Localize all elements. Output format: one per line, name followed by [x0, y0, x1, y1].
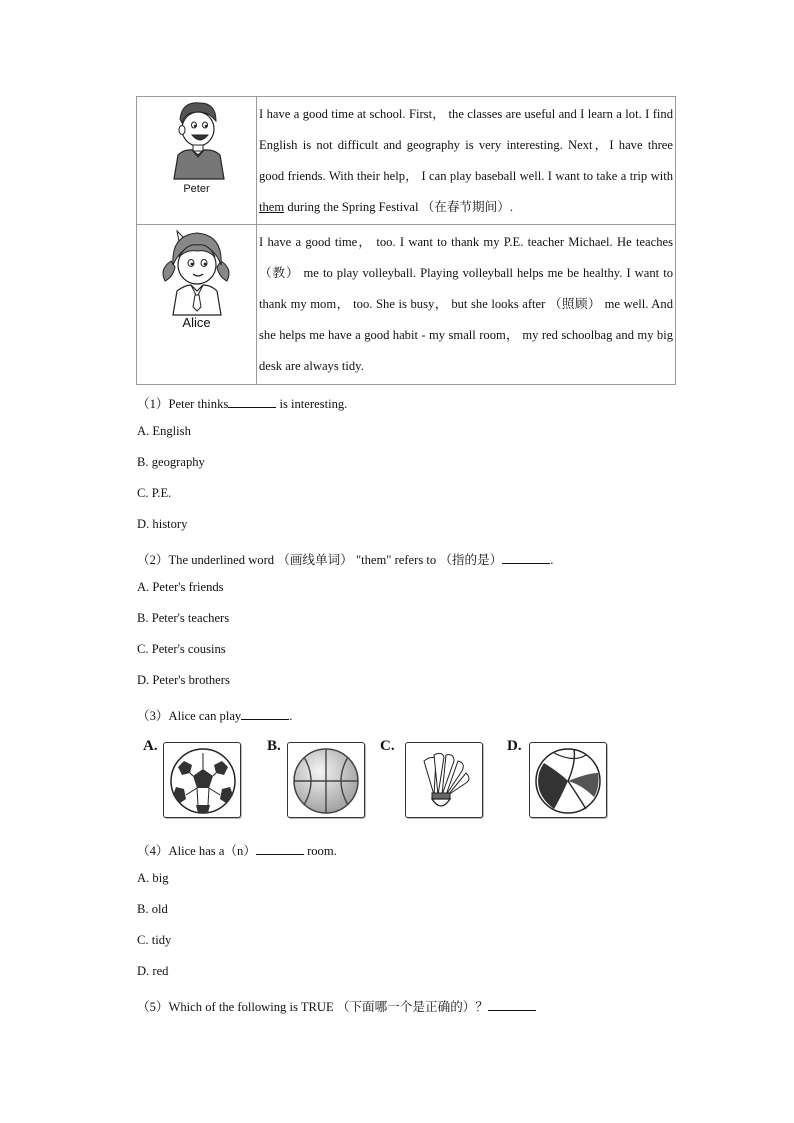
alice-picture-cell — [137, 225, 257, 385]
q2-option-c[interactable]: C. Peter's cousins — [137, 642, 226, 656]
answer-blank-2[interactable] — [502, 554, 550, 564]
question-4-stem-end: room. — [303, 844, 337, 858]
question-1-stem: （1）Peter thinks — [137, 397, 229, 411]
q2-option-d[interactable]: D. Peter's brothers — [137, 673, 230, 687]
q3-option-c-letter: C. — [380, 738, 395, 754]
q3-option-b-letter: B. — [267, 738, 281, 754]
question-3-stem-end: . — [289, 709, 293, 723]
q1-option-d[interactable]: D. history — [137, 517, 188, 531]
q1-option-b[interactable]: B. geography — [137, 455, 205, 469]
question-3 — [137, 705, 292, 724]
peter-text-part1: I have a good time at school. First， the classes are useful and I learn a lot. I find English is not difficult and geography is very interesting. Next，I have three good friends. With their help， I can play baseball well. I want to take a trip with — [259, 107, 673, 183]
q3-option-b-box — [287, 742, 365, 818]
q3-option-a-letter: A. — [143, 738, 158, 754]
question-5 — [137, 996, 536, 1015]
question-4 — [137, 840, 337, 859]
q1-option-c[interactable]: C. P.E. — [137, 486, 172, 500]
q4-option-c[interactable]: C. tidy — [137, 933, 172, 947]
q4-option-a[interactable]: A. big — [137, 871, 169, 885]
q3-option-c-box — [405, 742, 483, 818]
peter-name-label: Peter — [183, 183, 210, 195]
volleyball-icon — [530, 743, 606, 817]
q2-option-b[interactable]: B. Peter's teachers — [137, 611, 230, 625]
alice-row — [137, 225, 676, 385]
q3-option-d-letter: D. — [507, 738, 522, 754]
question-1 — [137, 393, 347, 412]
question-3-stem: （3）Alice can play — [137, 709, 242, 723]
underlined-word-them: them — [259, 200, 285, 214]
peter-row — [137, 97, 676, 225]
peter-picture-cell — [137, 97, 257, 225]
question-1-stem-end: is interesting. — [276, 397, 348, 411]
question-4-stem: （4）Alice has a（n） — [137, 844, 256, 858]
shuttlecock-icon — [406, 743, 482, 817]
passage-table — [136, 96, 676, 385]
question-5-stem: （5）Which of the following is TRUE （下面哪一个是正确的）？ — [137, 1000, 488, 1014]
q3-option-d-box — [529, 742, 607, 818]
answer-blank-4[interactable] — [256, 845, 304, 855]
answer-blank-5[interactable] — [488, 1001, 536, 1011]
alice-name-label: Alice — [182, 315, 211, 330]
q4-option-d[interactable]: D. red — [137, 964, 169, 978]
q1-option-a[interactable]: A. English — [137, 424, 191, 438]
alice-girl-illustration — [157, 225, 237, 317]
answer-blank-1[interactable] — [228, 398, 276, 408]
q3-option-a-box — [163, 742, 241, 818]
question-2-stem: （2）The underlined word （画线单词） "them" refers to （指的是） — [137, 553, 503, 567]
peter-passage-text — [257, 97, 676, 225]
basketball-icon — [288, 743, 364, 817]
peter-text-part2: during the Spring Festival （在春节期间）. — [284, 200, 513, 214]
peter-boy-illustration — [162, 97, 232, 187]
q2-option-a[interactable]: A. Peter's friends — [137, 580, 224, 594]
question-2 — [137, 549, 553, 568]
question-2-stem-end: . — [550, 553, 554, 567]
alice-passage-text: I have a good time， too. I want to thank my P.E. teacher Michael. He teaches （教） me to play volleyball. Playing volleyball helps me be healthy. I want to thank my mom， too. She is busy， but she looks after （照顾） me well. And she helps me have a good habit - my small room， my red schoolbag and my big desk are always tidy. — [257, 225, 676, 385]
answer-blank-3[interactable] — [241, 710, 289, 720]
soccer-ball-icon — [164, 743, 240, 817]
q4-option-b[interactable]: B. old — [137, 902, 168, 916]
